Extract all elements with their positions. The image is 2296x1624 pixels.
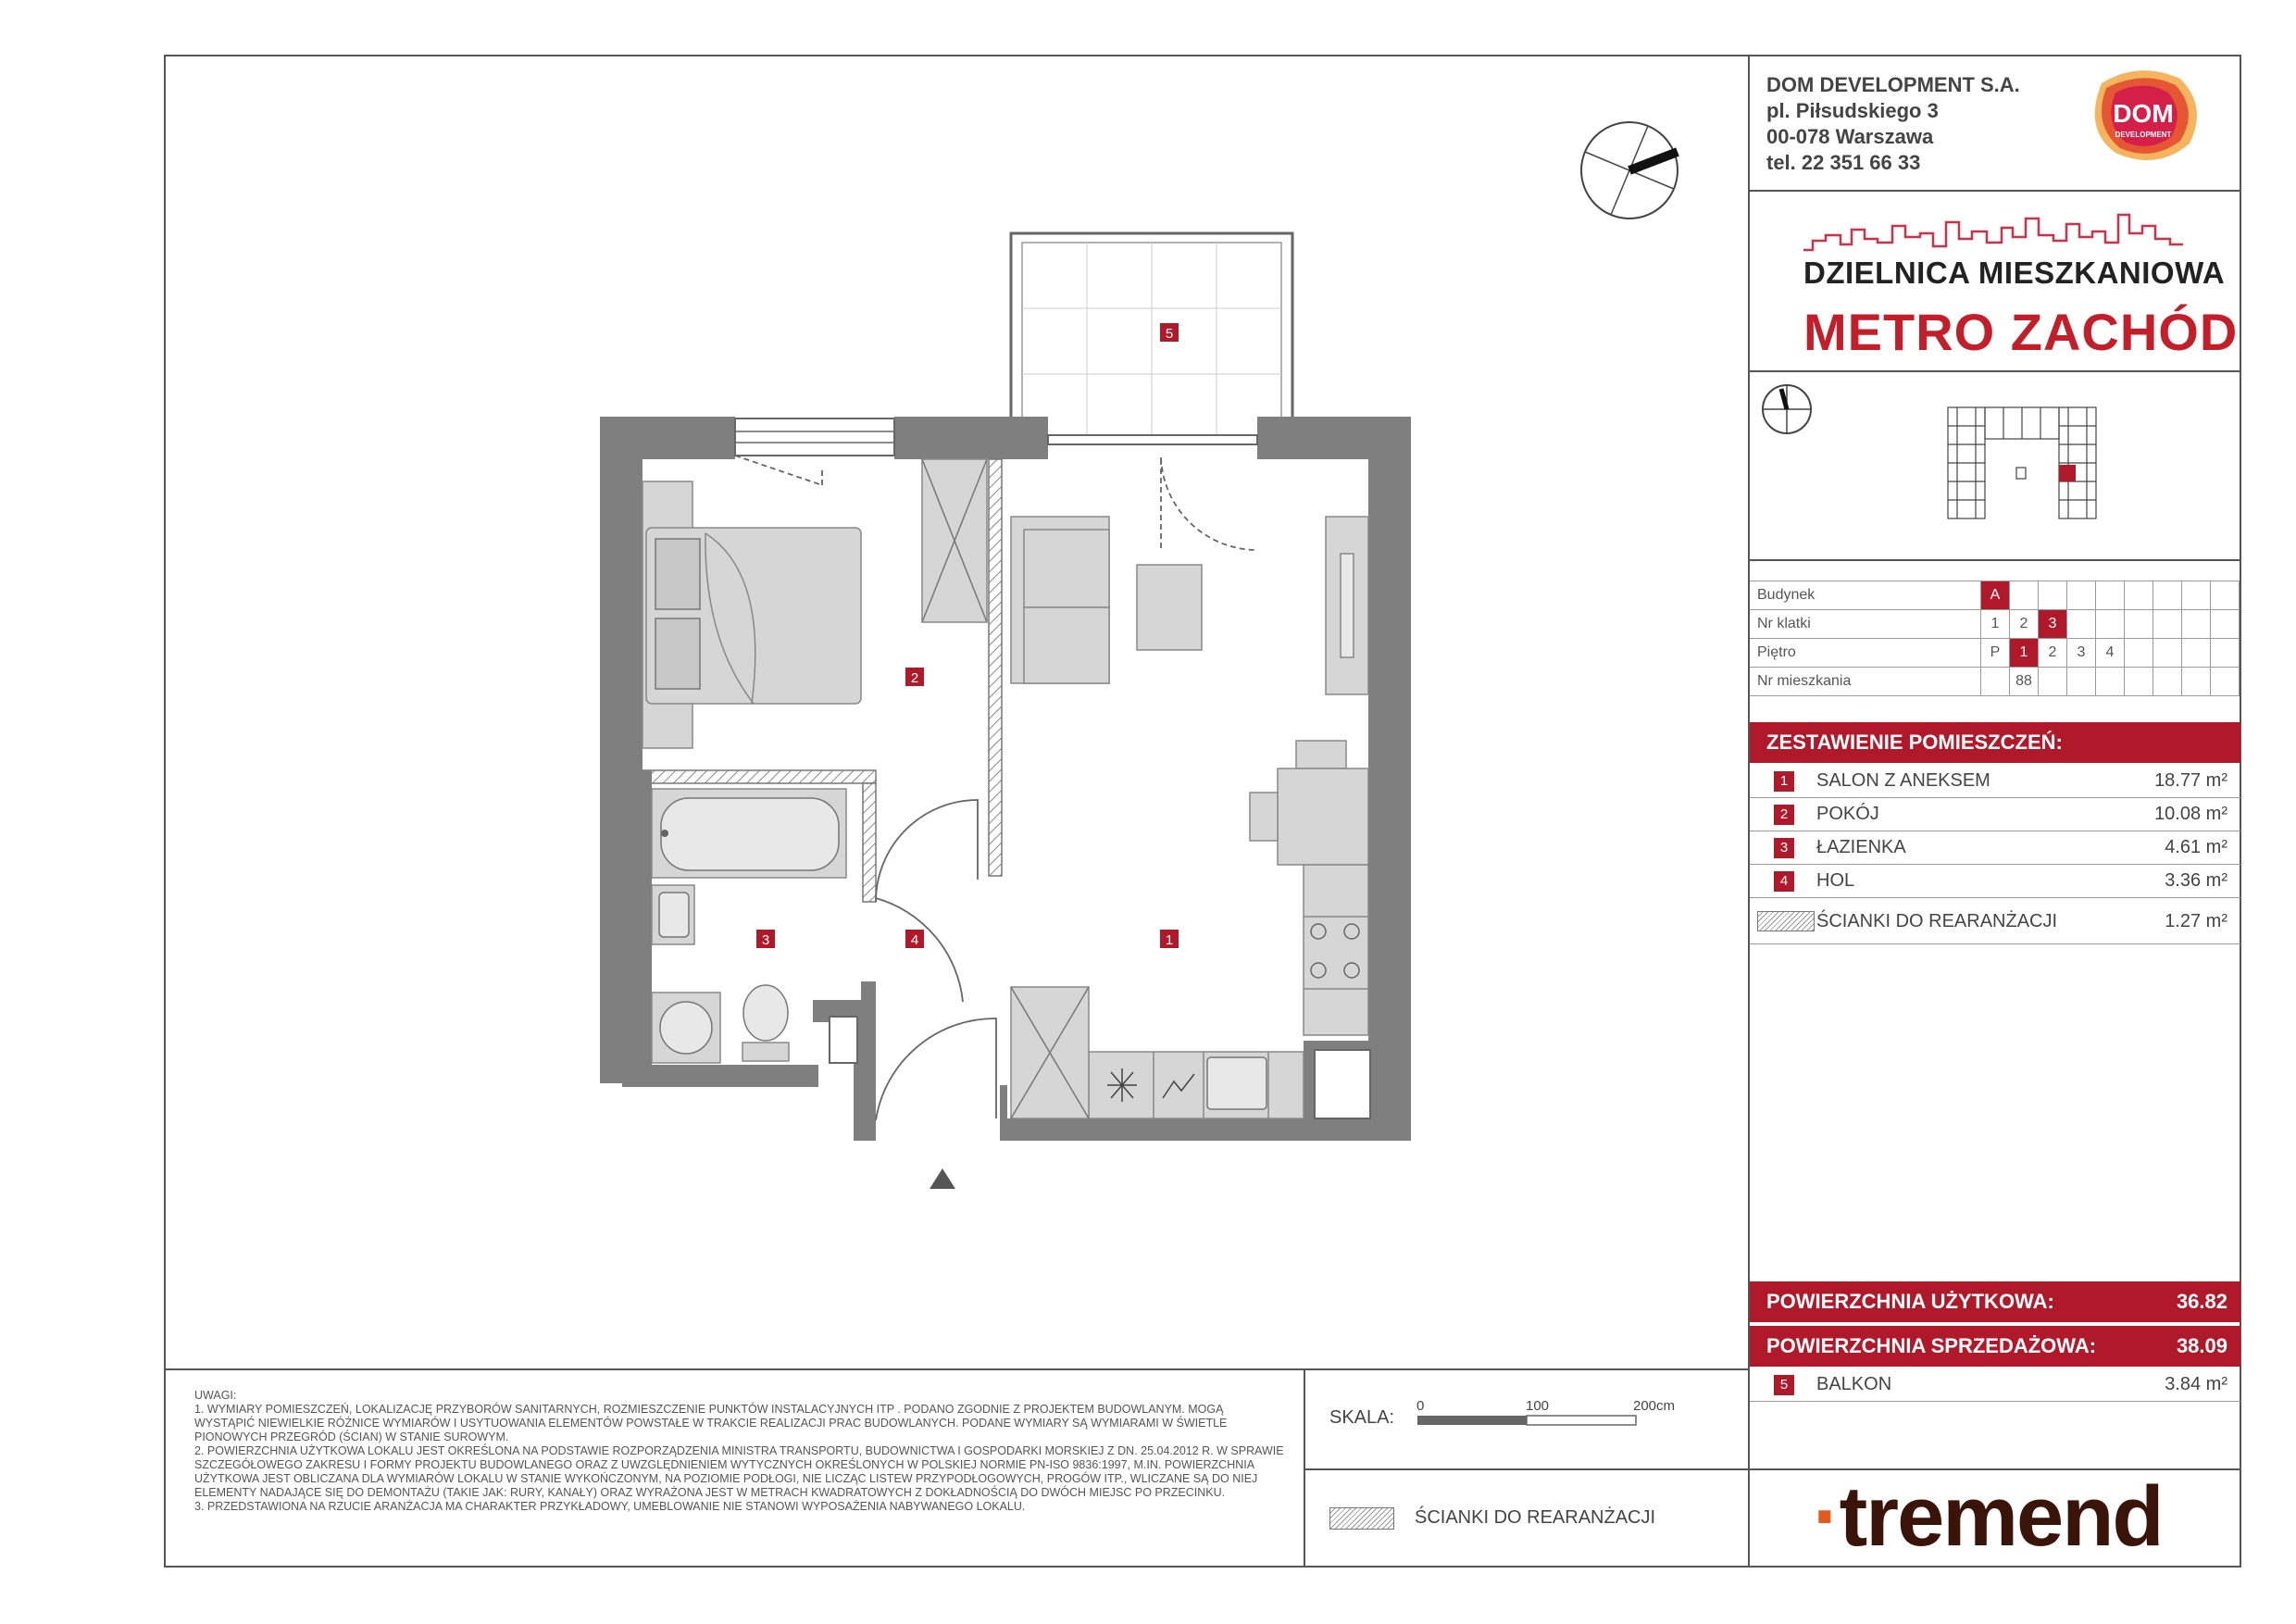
tv-cabinet [1326, 517, 1368, 694]
bed [643, 481, 861, 748]
small-compass-icon [1759, 381, 1815, 437]
room-number-badge: 5 [1774, 1375, 1794, 1395]
info-cell: 2 [2039, 639, 2067, 668]
legend-text: ŚCIANKI DO REARANŻACJI [1415, 1507, 1656, 1528]
room-number-badge: 3 [1774, 838, 1794, 858]
sink [652, 885, 694, 944]
info-row [1750, 639, 2240, 668]
plan-label-4: 4 [910, 932, 919, 948]
scale-label: SKALA: [1329, 1407, 1395, 1428]
notes-block [194, 1389, 1287, 1514]
room-name: ŁAZIENKA [1816, 837, 1906, 857]
usable-area-row [1750, 1281, 2240, 1322]
balcony-row [1750, 1368, 2240, 1402]
room-row-1 [1750, 765, 2240, 798]
info-cell [2211, 639, 2240, 668]
info-cell [2067, 581, 2096, 610]
info-cell [2039, 668, 2067, 696]
apartment-info-table [1750, 581, 2240, 696]
sofa [1011, 517, 1109, 683]
project-title-line2: METRO ZACHÓD [1803, 303, 2239, 361]
room-number-badge: 2 [1774, 805, 1794, 825]
info-cell: P [1981, 639, 2010, 668]
room-name: ŚCIANKI DO REARANŻACJI [1816, 911, 2058, 931]
logo-text: DOM [2113, 99, 2174, 128]
note-2: 2. POWIERZCHNIA UŻYTKOWA LOKALU JEST OKREŚLONA NA PODSTAWIE ROZPORZĄDZENIA MINISTRA TRANSPORTU, BUDOWNICTWA I GOSPODARKI MORSKIEJ Z DN. 25.04.2012 R. W SPRAWIE SZCZEGÓŁOWEGO ZAKRESU I FORMY PROJEKTU BUDOWLANEGO ORAZ Z UWZGLĘDNIENIEM WYTYCZNYCH OKREŚLONYCH W POLSKIEJ NORMIE PN-ISO 9836:1997, M.IN. POWIERZCHNIA UŻYTKOWA JEST OBLICZANA DLA WYMIARÓW LOKALU W STANIE WYKOŃCZONYM, NA POZIOMIE PODŁOGI, NIE LICZĄC LISTEW PRZYPODŁOGOWYCH, PROGÓW ITP., WLICZANE SĄ DO NIEJ ELEMENTY NADAJĄCE SIĘ DO DEMONTAŻU (TAKIE JAK: RURY, KANAŁY) ORAZ WYRAŻONA JEST W METRACH KWADRATOWYCH Z DOKŁADNOŚCIĄ DO DWÓCH MIEJSC PO PRZECINKU. [194, 1444, 1284, 1499]
room-area: 3.84 m² [2165, 1374, 2227, 1394]
sales-area-value: 38.09 [2176, 1334, 2227, 1357]
project-title-line1: DZIELNICA MIESZKANIOWA [1803, 256, 2226, 290]
info-cell [2039, 581, 2067, 610]
info-row [1750, 610, 2240, 639]
room-name: HOL [1816, 870, 1855, 891]
info-row-label: Nr klatki [1750, 610, 1981, 639]
dom-development-logo [2083, 65, 2203, 167]
room-row-4 [1750, 865, 2240, 898]
info-cell [2067, 668, 2096, 696]
sales-area-label: POWIERZCHNIA SPRZEDAŻOWA: [1766, 1334, 2097, 1357]
logo-subtext: DEVELOPMENT [2115, 131, 2172, 139]
dining-table [1250, 741, 1368, 865]
info-cell [2211, 581, 2240, 610]
info-cell [2153, 639, 2182, 668]
info-row-label: Piętro [1750, 639, 1981, 668]
project-divider [1748, 370, 2241, 372]
info-row-label: Budynek [1750, 581, 1981, 610]
info-cell [2182, 610, 2211, 639]
keyplan-divider [1748, 559, 2241, 561]
room-name: SALON Z ANEKSEM [1816, 770, 1990, 791]
notes-title: UWAGI: [194, 1389, 237, 1402]
room-name: POKÓJ [1816, 804, 1879, 824]
scale-tick-200: 200cm [1633, 1398, 1676, 1414]
note-1: 1. WYMIARY POMIESZCZEŃ, LOKALIZACJĘ PRZYBORÓW SANITARNYCH, ROZMIESZCZENIE PUNKTÓW INSTALACYJNYCH ITP . PODANO ZGODNIE Z PROJEKTEM BUDOWLANYM. MOGĄ WYSTĄPIĆ NIEWIELKIE RÓŻNICE WYMIARÓW I USYTUOWANIA ELEMENTÓW POWSTAŁE W TRAKCIE REALIZACJI PRAC BUDOWLANYCH. PODANE WYMIARY SĄ WYMIARAMI W ŚWIETLE PIONOWYCH PRZEGRÓD (ŚCIAN) W STANIE SUROWYM. [194, 1403, 1228, 1443]
wardrobe [922, 459, 987, 622]
plan-label-1: 1 [1165, 932, 1174, 948]
room-name: BALKON [1816, 1374, 1892, 1394]
info-cell [2067, 610, 2096, 639]
info-cell [2153, 581, 2182, 610]
info-row [1750, 581, 2240, 610]
info-cell [2153, 610, 2182, 639]
room-area: 10.08 m² [2154, 804, 2227, 824]
plan-label-5: 5 [1165, 326, 1174, 342]
room-number-badge: 4 [1774, 871, 1794, 892]
info-cell [2182, 639, 2211, 668]
sales-area-row [1750, 1326, 2240, 1367]
room-row-2 [1750, 798, 2240, 831]
info-cell [2096, 610, 2125, 639]
company-address-2: 00-078 Warszawa [1766, 125, 1934, 148]
note-3: 3. PRZEDSTAWIONA NA RZUCIE ARANŻACJA MA CHARAKTER PRZYKŁADOWY, UMEBLOWANIE NIE STANOWI WYPOSAŻENIA NABYWANEGO LOKALU. [194, 1500, 1026, 1513]
bathtub [652, 789, 846, 878]
notes-divider [164, 1368, 1749, 1370]
company-address-1: pl. Piłsudskiego 3 [1766, 99, 1939, 122]
rooms-header: ZESTAWIENIE POMIESZCZEŃ: [1750, 722, 2240, 763]
info-cell: 88 [2010, 668, 2039, 696]
info-cell: 3 [2039, 610, 2067, 639]
company-phone: tel. 22 351 66 33 [1766, 151, 1921, 174]
balcony [1011, 233, 1292, 441]
washing-machine [652, 993, 720, 1063]
info-cell: 2 [2010, 610, 2039, 639]
company-info [1766, 72, 2020, 176]
info-cell [2182, 581, 2211, 610]
info-cell [2125, 581, 2153, 610]
info-cell [2125, 639, 2153, 668]
info-cell: 4 [2096, 639, 2125, 668]
info-cell: A [1981, 581, 2010, 610]
info-cell [1981, 668, 2010, 696]
company-name: DOM DEVELOPMENT S.A. [1766, 73, 2020, 96]
info-cell [2096, 668, 2125, 696]
compass-icon [1574, 115, 1685, 226]
scale-tick-0: 0 [1416, 1398, 1425, 1414]
info-cell: 1 [2010, 639, 2039, 668]
info-cell: 3 [2067, 639, 2096, 668]
info-cell [2125, 610, 2153, 639]
skyline-graphic [1803, 206, 2183, 252]
info-cell [2096, 581, 2125, 610]
info-cell [2010, 581, 2039, 610]
entrance-arrow-icon [930, 1168, 955, 1189]
info-row [1750, 668, 2240, 696]
company-divider [1748, 190, 2241, 192]
room-row-3 [1750, 831, 2240, 865]
room-area: 3.36 m² [2165, 870, 2227, 891]
room-area: 1.27 m² [2165, 911, 2227, 931]
tremend-logo-text: tremend [1839, 1469, 2163, 1564]
partition-hatch-swatch [1757, 911, 1815, 931]
plan-label-3: 3 [761, 932, 770, 948]
room-number-badge: 1 [1774, 771, 1794, 792]
usable-area-label: POWIERZCHNIA UŻYTKOWA: [1766, 1290, 2054, 1313]
legend-hatch-swatch [1329, 1507, 1394, 1530]
scale-bar [1416, 1415, 1648, 1428]
plan-label-2: 2 [910, 670, 919, 686]
toilet [742, 985, 789, 1061]
info-row-label: Nr mieszkania [1750, 668, 1981, 696]
usable-area-value: 36.82 [2176, 1290, 2227, 1313]
info-cell [2153, 668, 2182, 696]
room-area: 18.77 m² [2154, 770, 2227, 791]
info-cell [2211, 668, 2240, 696]
floor-plan [593, 222, 1426, 1204]
info-cell [2182, 668, 2211, 696]
room-row-partitions [1750, 898, 2240, 944]
tremend-logo-dot: · [1813, 1469, 1840, 1564]
room-area: 4.61 m² [2165, 837, 2227, 857]
building-key-plan [1939, 398, 2105, 528]
coffee-table [1137, 565, 1202, 650]
info-cell [2211, 610, 2240, 639]
scale-tick-100: 100 [1526, 1398, 1550, 1414]
info-cell [2125, 668, 2153, 696]
tremend-logo [1813, 1468, 2163, 1566]
info-cell: 1 [1981, 610, 2010, 639]
